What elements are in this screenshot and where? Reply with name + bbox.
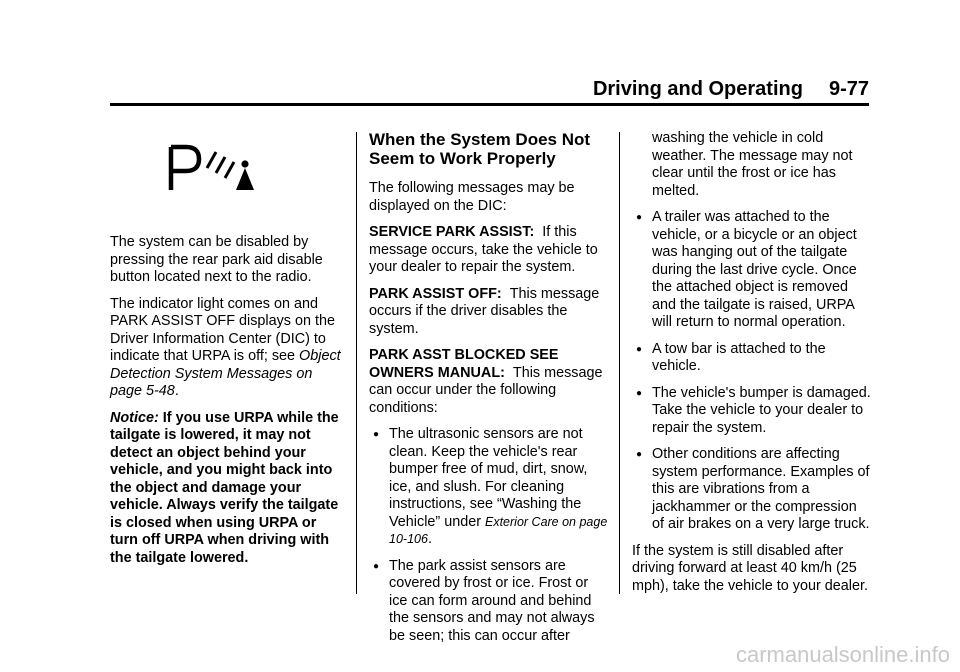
bullet-icon: ● <box>636 449 643 460</box>
message-label: SERVICE PARK ASSIST: <box>369 224 535 240</box>
bullet-text: A tow bar is attached to the vehicle. <box>652 340 826 374</box>
continued-text: washing the vehicle in cold weather. The message may not clear until the frost or ice has melted. <box>652 130 853 199</box>
list-item <box>632 385 872 438</box>
indicator-period: . <box>174 383 179 399</box>
message-label: PARK ASSIST OFF: <box>369 285 502 302</box>
notice-text: If you use URPA while the tailgate is lowered, it may not detect an object behind your vehicle, and you might back into the object and damage your vehicle. Always verify the tailgate is closed when using URPA or turn off URPA when driving with the tailgate lowered. <box>110 409 339 566</box>
page-number: 9-77 <box>828 78 869 100</box>
object-detection-reference[interactable]: Object Detection System Messages on page 5-48 <box>110 348 341 399</box>
column-2 <box>369 130 609 654</box>
section-heading: When the System Does Not Seem to Work Properly <box>369 130 591 168</box>
conditions-list-continued <box>632 209 872 534</box>
conditions-list <box>369 426 609 645</box>
bullet-text: A trailer was attached to the vehicle, or a bicycle or an object was hanging out of the tailgate during the last drive cycle. Once the attached object is removed and the tailgate is raised, URPA will return to normal operation. <box>652 209 857 330</box>
bullet-period: . <box>427 531 432 547</box>
column-divider-2 <box>619 132 620 594</box>
final-paragraph: If the system is still disabled after driving forward at least 40 km/h (25 mph), take the vehicle to your dealer. <box>632 542 868 594</box>
header-rule <box>110 103 869 106</box>
list-item <box>632 446 872 534</box>
intro-paragraph: The following messages may be displayed on the DIC: <box>369 180 575 214</box>
column-divider-1 <box>356 132 357 594</box>
park-assist-off-message <box>369 286 609 339</box>
bullet-text: The park assist sensors are covered by frost or ice. Frost or ice can form around and behind the sensors and may not always be seen; this can occur after <box>389 557 595 644</box>
bullet-icon: ● <box>373 560 380 572</box>
indicator-paragraph <box>110 296 342 401</box>
bullet-text: The vehicle's bumper is damaged. Take the vehicle to your dealer to repair the system. <box>652 384 871 436</box>
message-text: This message can occur under the following conditions: <box>369 364 603 416</box>
list-item <box>369 426 609 549</box>
service-park-assist-message <box>369 224 609 277</box>
watermark: carmanualsonline.info <box>735 642 950 667</box>
exterior-care-reference[interactable]: Exterior Care on page 10-106 <box>389 514 608 546</box>
notice-paragraph <box>110 410 342 568</box>
park-assist-icon-container <box>110 144 342 220</box>
column-3 <box>632 130 872 604</box>
bullet-icon: ● <box>636 343 643 355</box>
bullet-icon: ● <box>373 429 380 440</box>
column-1 <box>110 130 342 576</box>
bullet-icon: ● <box>636 212 643 223</box>
message-label: PARK ASST BLOCKED SEE OWNERS MANUAL: <box>369 347 559 381</box>
page-header <box>110 78 869 102</box>
message-text: If this message occurs, take the vehicle to your dealer to repair the system. <box>369 224 598 275</box>
indicator-text: The indicator light comes on and PARK ASSIST OFF displays on the Driver Information Center (DIC) to indicate that URPA is off; see <box>110 295 336 364</box>
list-item <box>632 341 872 376</box>
bullet-icon: ● <box>636 387 643 399</box>
section-title: Driving and Operating <box>592 78 803 100</box>
park-assist-icon <box>168 144 278 194</box>
message-text: This message occurs if the driver disables the system. <box>369 285 600 337</box>
park-asst-blocked-message <box>369 347 609 417</box>
disable-paragraph: The system can be disabled by pressing the rear park aid disable button located next to the radio. <box>110 234 323 285</box>
list-item <box>632 209 872 332</box>
bullet-text: The ultrasonic sensors are not clean. Keep the vehicle's rear bumper free of mud, dirt, snow, ice, and slush. For cleaning instructions, see “Washing the Vehicle” under <box>389 426 588 530</box>
list-item <box>369 558 609 646</box>
notice-label: Notice: <box>110 409 159 426</box>
bullet-text: Other conditions are affecting system performance. Examples of this are vibrations from a jackhammer or the compression of air brakes on a very large truck. <box>652 446 870 532</box>
